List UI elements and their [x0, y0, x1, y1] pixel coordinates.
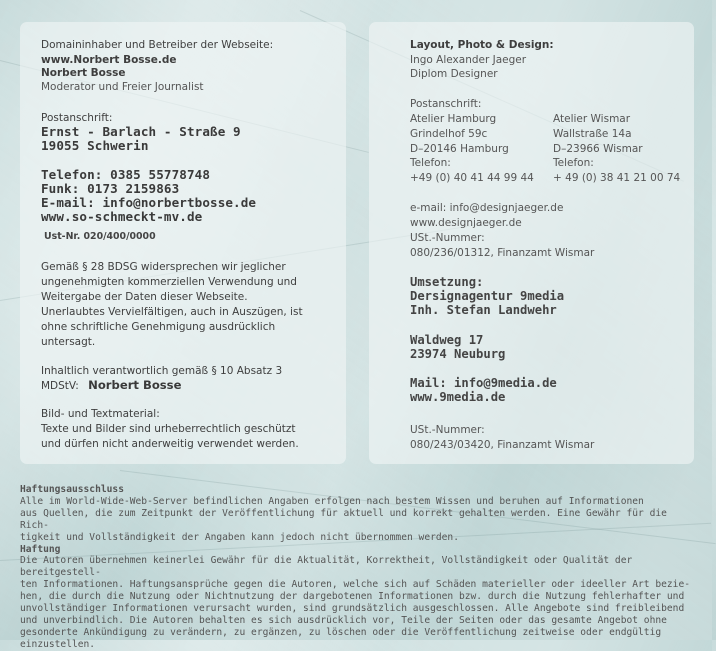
owner-name: Norbert Bosse [41, 67, 126, 79]
owner-domain: www.Norbert Bosse.de [41, 54, 177, 66]
owner-email[interactable]: E-mail: info@norbertbosse.de [41, 195, 257, 210]
design-email[interactable]: e-mail: info@designjaeger.de [410, 202, 564, 214]
wismar-line: D–23966 Wismar [553, 143, 643, 155]
wismar-line: Atelier Wismar [553, 113, 631, 125]
privacy-line: ohne schriftliche Genehmigung ausdrücklich [41, 321, 276, 333]
liability-line: einzustellen. [20, 638, 96, 650]
mdstv-name: Norbert Bosse [88, 378, 182, 392]
privacy-line: untersagt. [41, 336, 96, 348]
hamburg-line: Grindelhof 59c [410, 128, 488, 140]
material-line: und dürfen nicht anderweitig verwendet werden. [41, 438, 299, 450]
owner-phone: Telefon: 0385 55778748 [41, 167, 211, 182]
disclaimer-line: aus Quellen, die zum Zeitpunkt der Veröffentlichung für aktuell und korrekt gehalten werden. Eine Gewähr für die Rich- [20, 507, 667, 531]
agency-street: Waldweg 17 [410, 333, 484, 347]
liability-line: unvollständiger Informationen verursacht wurden, sind grundsätzlich ausgeschlossen. Alle Angebote sind freibleibend [20, 603, 685, 615]
liability-line: hen, die durch die Nutzung oder Nichtnutzung der dargebotenen Informationen bzw. durch die Nutzung fehlerhafter und [20, 591, 685, 603]
liability-line: Die Autoren übernehmen keinerlei Gewähr für die Aktualität, Korrektheit, Vollständigkeit oder Qualität der bereitgestell- [20, 555, 633, 579]
responsible-line: Inhaltlich verantwortlich gemäß § 10 Absatz 3 [41, 365, 283, 377]
design-postal-label: Postanschrift: [410, 98, 482, 110]
disclaimer-heading: Haftungsausschluss [20, 484, 124, 495]
designer-title: Diplom Designer [410, 68, 498, 80]
hamburg-phone: +49 (0) 40 41 44 99 44 [410, 172, 534, 184]
privacy-line: Gemäß § 28 BDSG widersprechen wir jeglicher [41, 261, 286, 273]
disclaimer-section [20, 484, 692, 651]
wismar-line: Wallstraße 14a [553, 128, 632, 140]
agency-mail[interactable]: Mail: info@9media.de [410, 376, 557, 390]
design-tax-label: USt.-Nummer: [410, 232, 485, 244]
owner-website[interactable]: www.so-schmeckt-mv.de [41, 209, 203, 224]
agency-tax-label: USt.-Nummer: [410, 424, 485, 436]
liability-line: gesonderte Ankündigung zu verändern, zu ergänzen, zu löschen oder die Veröffentlichung zeitweise oder endgültig [20, 626, 662, 638]
owner-mobile: Funk: 0173 2159863 [41, 181, 180, 196]
owner-heading: Domaininhaber und Betreiber der Webseite: [41, 39, 274, 51]
design-heading: Layout, Photo & Design: [410, 39, 554, 51]
agency-web[interactable]: www.9media.de [410, 390, 506, 404]
owner-city: 19055 Schwerin [41, 138, 149, 153]
privacy-line: Unerlaubtes Vervielfältigen, auch in Auszügen, ist [41, 306, 303, 318]
mdstv-label: MDStV: [41, 380, 79, 392]
owner-role: Moderator und Freier Journalist [41, 81, 204, 93]
impl-heading: Umsetzung: [410, 275, 484, 289]
postal-label: Postanschrift: [41, 112, 113, 124]
privacy-line: Weitergabe der Daten dieser Webseite. [41, 291, 248, 303]
liability-line: ten Informationen. Haftungsansprüche gegen die Autoren, welche sich auf Schäden materieller oder ideeller Art bezie- [20, 579, 691, 591]
wismar-phone: + 49 (0) 38 41 21 00 74 [553, 172, 681, 184]
disclaimer-line: tigkeit und Vollständigkeit der Angaben kann jedoch nicht übernommen werden. [20, 531, 459, 543]
liability-line: und unverbindlich. Die Autoren behalten es sich ausdrücklich vor, Teile der Seiten oder das gesamte Angebot ohne [20, 614, 667, 626]
liability-heading: Haftung [20, 543, 61, 555]
hamburg-line: D–20146 Hamburg [410, 143, 509, 155]
agency-name: Dersignagentur 9media [410, 289, 565, 303]
mdstv-row [41, 378, 181, 394]
agency-owner: Inh. Stefan Landwehr [410, 303, 557, 317]
owner-street: Ernst - Barlach - Straße 9 [41, 124, 241, 139]
material-line: Bild- und Textmaterial: [41, 408, 160, 420]
hamburg-line: Atelier Hamburg [410, 113, 497, 125]
agency-city: 23974 Neuburg [410, 347, 506, 361]
privacy-line: ungenehmigten kommerziellen Verwendung und [41, 276, 297, 288]
agency-tax: 080/243/03420, Finanzamt Wismar [410, 439, 595, 451]
design-tax: 080/236/01312, Finanzamt Wismar [410, 247, 595, 259]
hamburg-line: Telefon: [410, 157, 451, 169]
designer-name: Ingo Alexander Jaeger [410, 54, 527, 66]
wismar-line: Telefon: [553, 157, 594, 169]
design-web[interactable]: www.designjaeger.de [410, 217, 522, 229]
disclaimer-line: Alle im World-Wide-Web-Server befindlichen Angaben erfolgen nach bestem Wissen und beruhen auf Informationen [20, 495, 644, 507]
material-line: Texte und Bilder sind urheberrechtlich geschützt [41, 423, 296, 435]
owner-tax-id: Ust-Nr. 020/400/0000 [44, 231, 156, 242]
